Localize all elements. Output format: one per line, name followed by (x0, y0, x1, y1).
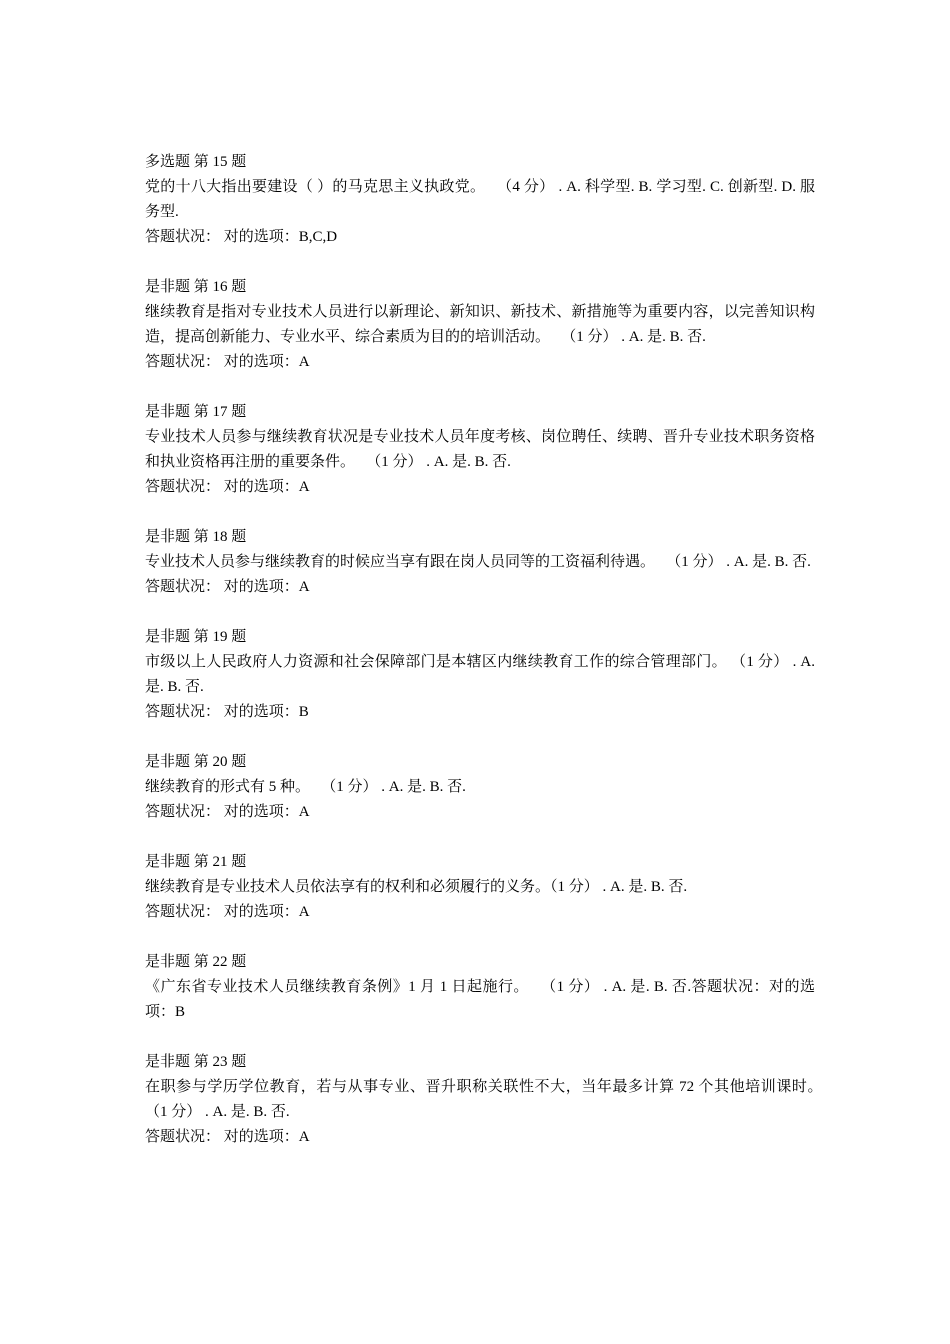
question-18 (145, 525, 815, 600)
question-header: 多选题 第 15 题 (145, 154, 247, 170)
question-21 (145, 850, 815, 925)
question-body: 在职参与学历学位教育，若与从事专业、晋升职称关联性不大，当年最多计算 72 个其他培训课时。 （1 分） . A. 是. B. 否. (145, 1079, 834, 1120)
document-page (145, 150, 834, 1175)
question-22 (145, 950, 815, 1025)
question-body: 市级以上人民政府人力资源和社会保障部门是本辖区内继续教育工作的综合管理部门。 （1 分） . A. 是. B. 否. (145, 654, 815, 695)
question-body: 继续教育是专业技术人员依法享有的权利和必须履行的义务。（1 分） . A. 是. B. 否. (145, 879, 688, 895)
answer-status: 答题状况： 对的选项：A (145, 904, 310, 920)
question-15 (145, 150, 815, 250)
answer-status: 答题状况： 对的选项：B,C,D (145, 229, 338, 245)
question-body: 党的十八大指出要建设（ ）的马克思主义执政党。 （4 分） . A. 科学型. B. 学习型. C. 创新型. D. 服务型. (145, 179, 815, 220)
question-header: 是非题 第 23 题 (145, 1054, 247, 1070)
question-body: 专业技术人员参与继续教育状况是专业技术人员年度考核、岗位聘任、续聘、晋升专业技术职务资格和执业资格再注册的重要条件。 （1 分） . A. 是. B. 否. (145, 429, 815, 470)
answer-status: 答题状况： 对的选项：A (145, 1129, 310, 1145)
answer-status: 答题状况： 对的选项：A (145, 354, 310, 370)
question-body: 《广东省专业技术人员继续教育条例》1 月 1 日起施行。 （1 分） . A. 是. B. 否.答题状况：对的选项：B (145, 979, 815, 1020)
answer-status: 答题状况： 对的选项：A (145, 804, 310, 820)
question-header: 是非题 第 18 题 (145, 529, 247, 545)
answer-status: 答题状况： 对的选项：A (145, 579, 310, 595)
answer-status: 答题状况： 对的选项：A (145, 479, 310, 495)
question-header: 是非题 第 19 题 (145, 629, 247, 645)
question-body: 专业技术人员参与继续教育的时候应当享有跟在岗人员同等的工资福利待遇。 （1 分） . A. 是. B. 否. (145, 554, 811, 570)
question-header: 是非题 第 21 题 (145, 854, 247, 870)
question-body: 继续教育是指对专业技术人员进行以新理论、新知识、新技术、新措施等为重要内容，以完善知识构造，提高创新能力、专业水平、综合素质为目的的培训活动。 （1 分） . A. 是. B. 否. (145, 304, 815, 345)
question-header: 是非题 第 22 题 (145, 954, 247, 970)
question-19 (145, 625, 815, 725)
question-header: 是非题 第 20 题 (145, 754, 247, 770)
question-16 (145, 275, 815, 375)
answer-status: 答题状况： 对的选项：B (145, 704, 309, 720)
question-body: 继续教育的形式有 5 种。 （1 分） . A. 是. B. 否. (145, 779, 466, 795)
question-header: 是非题 第 16 题 (145, 279, 247, 295)
question-20 (145, 750, 815, 825)
question-23 (145, 1050, 834, 1150)
question-header: 是非题 第 17 题 (145, 404, 247, 420)
question-17 (145, 400, 815, 500)
